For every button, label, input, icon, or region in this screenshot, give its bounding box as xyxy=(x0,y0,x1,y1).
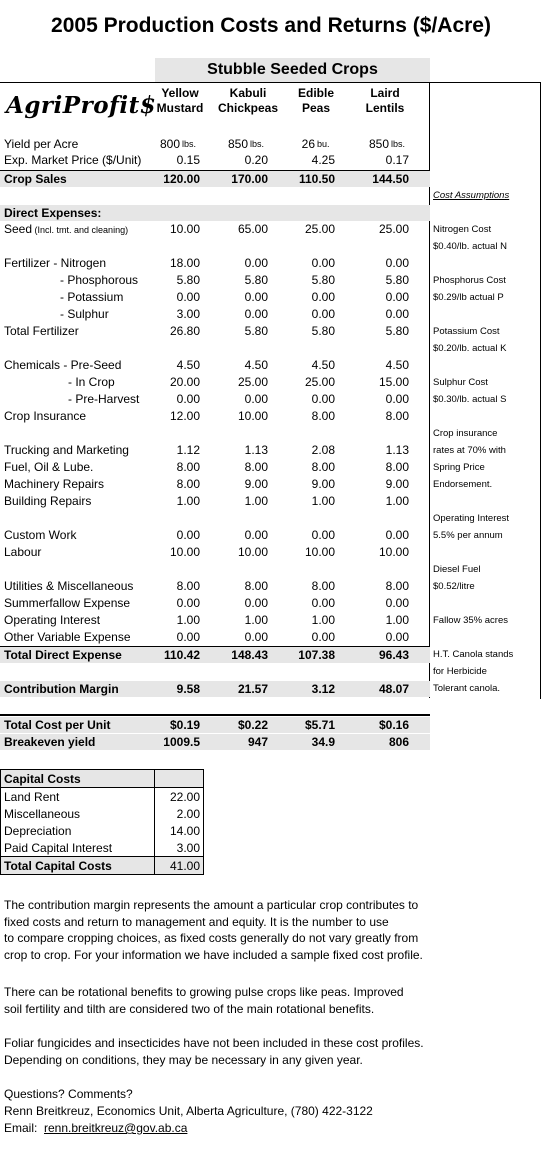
cell-value: 1.13 xyxy=(385,443,409,457)
contact-email xyxy=(4,1120,187,1137)
row-label: Crop Insurance xyxy=(4,409,87,423)
cell-value: 10.00 xyxy=(237,409,268,423)
cell-value: 110.42 xyxy=(163,648,200,662)
cell-value: 0.00 xyxy=(244,528,268,542)
assumption-line: Diesel Fuel xyxy=(433,564,481,575)
section-title: Stubble Seeded Crops xyxy=(207,61,378,78)
cell-value: 947 xyxy=(247,735,268,749)
cell-value: 48.07 xyxy=(378,682,409,696)
cell-value: $5.71 xyxy=(304,718,335,732)
cell-value: 107.38 xyxy=(298,648,335,662)
row-label: Trucking and Marketing xyxy=(4,443,129,457)
cell-value: 5.80 xyxy=(244,273,268,287)
crop-header xyxy=(144,86,216,116)
capital-row-value: 22.00 xyxy=(155,788,204,806)
cell-value: 0.00 xyxy=(311,256,335,270)
cell-value: 0.00 xyxy=(176,290,200,304)
cell-value: 5.80 xyxy=(311,324,335,338)
cell-value: 0.15 xyxy=(176,153,200,167)
cell-value: 4.50 xyxy=(244,358,268,372)
crop-name-line2: Chickpeas xyxy=(217,101,279,115)
cell-value: 0.00 xyxy=(385,596,409,610)
crop-header xyxy=(212,86,284,116)
cell-value: 0.00 xyxy=(311,307,335,321)
row-label: Fertilizer - Nitrogen xyxy=(4,256,107,270)
agriprofit-logo: AgriProfit$ xyxy=(6,92,157,119)
cell-value: 0.00 xyxy=(176,596,200,610)
cell-value: 65.00 xyxy=(237,222,268,236)
direct-expenses-header: Direct Expenses: xyxy=(4,206,102,220)
cell-value: 0.00 xyxy=(244,630,268,644)
cell-value: 9.58 xyxy=(176,682,200,696)
cell-value: 0.00 xyxy=(244,290,268,304)
breakeven-yield-label: Breakeven yield xyxy=(4,735,96,749)
cell-value: 5.80 xyxy=(176,273,200,287)
assumption-line: $0.52/litre xyxy=(433,581,475,592)
cell-unit: lbs. xyxy=(250,139,265,149)
row-label: - In Crop xyxy=(68,375,115,389)
cell-value: 8.00 xyxy=(176,579,200,593)
cell-value: 12.00 xyxy=(169,409,200,423)
row-label-note: (Incl. tmt. and cleaning) xyxy=(32,225,129,235)
cell-value: 0.00 xyxy=(311,392,335,406)
assumption-line: Crop insurance xyxy=(433,428,498,439)
cell-value: 0.00 xyxy=(385,307,409,321)
total-direct-expense-label: Total Direct Expense xyxy=(4,648,122,662)
row-label: Chemicals - Pre-Seed xyxy=(4,358,122,372)
row-label: - Sulphur xyxy=(60,307,109,321)
cell-value: 4.25 xyxy=(311,153,335,167)
note-line: soil fertility and tilth are considered two of the main rotational benefits. xyxy=(4,1001,375,1016)
summary-rule xyxy=(0,714,430,716)
cell-value: 850 xyxy=(227,137,248,151)
cell-value: 8.00 xyxy=(176,477,200,491)
cell-value: 8.00 xyxy=(176,460,200,474)
price-label: Exp. Market Price ($/Unit) xyxy=(4,153,142,167)
cell-value: 18.00 xyxy=(169,256,200,270)
cell-value: 25.00 xyxy=(237,375,268,389)
yield-label: Yield per Acre xyxy=(4,137,79,151)
row-label: Custom Work xyxy=(4,528,77,542)
assumption-line: Endorsement. xyxy=(433,479,493,490)
cell-value: 8.00 xyxy=(311,460,335,474)
cell-value: 3.00 xyxy=(176,307,200,321)
row-label: Machinery Repairs xyxy=(4,477,105,491)
crop-name-line1: Yellow xyxy=(161,86,199,100)
crop-name-line1: Laird xyxy=(370,86,400,100)
cell-value: 8.00 xyxy=(244,460,268,474)
note-line: Foliar fungicides and insecticides have not been included in these cost profiles. xyxy=(4,1036,424,1050)
cell-value: 0.17 xyxy=(385,153,409,167)
cell-value: 1.00 xyxy=(385,613,409,627)
assumption-line: H.T. Canola stands xyxy=(433,649,514,660)
cell-value: 26 xyxy=(301,137,315,151)
cell-value: 8.00 xyxy=(311,409,335,423)
cell-value: 25.00 xyxy=(378,222,409,236)
cell-value: 1.00 xyxy=(176,494,200,508)
crop-name-line2: Peas xyxy=(301,101,331,115)
cost-assumptions-title: Cost Assumptions xyxy=(433,190,510,201)
row-label: - Phosphorous xyxy=(60,273,139,287)
page-title: 2005 Production Costs and Returns ($/Acre) xyxy=(51,14,491,37)
capital-row xyxy=(1,788,204,806)
assumption-line: Spring Price xyxy=(433,462,485,473)
cell-value: 34.9 xyxy=(311,735,335,749)
cell-value: 5.80 xyxy=(311,273,335,287)
row-label: Total Fertilizer xyxy=(4,324,79,338)
cell-value: 0.00 xyxy=(385,290,409,304)
cell-value: 10.00 xyxy=(237,545,268,559)
cell-value: 3.12 xyxy=(311,682,335,696)
cell-unit: bu. xyxy=(317,139,330,149)
assumption-line: Fallow 35% acres xyxy=(433,615,508,626)
cell-value: 806 xyxy=(388,735,409,749)
assumption-line: Nitrogen Cost xyxy=(433,224,492,235)
note-line: The contribution margin represents the amount a particular crop contributes to xyxy=(4,898,419,912)
cell-value: 800 xyxy=(159,137,180,151)
cell-value: 1.12 xyxy=(176,443,200,457)
capital-row-value: 14.00 xyxy=(155,822,204,839)
cell-value: 15.00 xyxy=(378,375,409,389)
cell-value: 120.00 xyxy=(163,172,200,186)
capital-row-label: Miscellaneous xyxy=(1,805,155,822)
email-link[interactable]: renn.breitkreuz@gov.ab.ca xyxy=(44,1121,188,1135)
cell-value: 0.00 xyxy=(244,392,268,406)
capital-row-label: Paid Capital Interest xyxy=(1,839,155,857)
cell-value: 21.57 xyxy=(237,682,268,696)
assumption-line: Tolerant canola. xyxy=(433,683,501,694)
row-label: Utilities & Miscellaneous xyxy=(4,579,134,593)
contribution-margin-label: Contribution Margin xyxy=(4,682,119,696)
cell-value: 0.00 xyxy=(385,256,409,270)
crop-sales-label: Crop Sales xyxy=(4,172,67,186)
capital-row-label: Land Rent xyxy=(1,788,155,806)
cell-value: 96.43 xyxy=(378,648,409,662)
cell-value: 9.00 xyxy=(244,477,268,491)
email-label: Email: xyxy=(4,1121,38,1135)
crop-name-line1: Edible xyxy=(297,86,334,100)
assumption-line: 5.5% per annum xyxy=(433,530,503,541)
cell-value: 0.00 xyxy=(385,528,409,542)
cell-value: 26.80 xyxy=(169,324,200,338)
cell-value: 8.00 xyxy=(311,579,335,593)
cost-per-unit-label: Total Cost per Unit xyxy=(4,718,111,732)
cell-value: 5.80 xyxy=(385,273,409,287)
cell-value: 1.00 xyxy=(311,494,335,508)
cell-value: 4.50 xyxy=(176,358,200,372)
cell-value: 0.00 xyxy=(176,630,200,644)
cell-value: 0.00 xyxy=(311,596,335,610)
row-label: Operating Interest xyxy=(4,613,101,627)
cell-value: 8.00 xyxy=(385,409,409,423)
cell-value: 4.50 xyxy=(311,358,335,372)
assumption-line: Sulphur Cost xyxy=(433,377,488,388)
cell-value: 5.80 xyxy=(244,324,268,338)
row-label: Building Repairs xyxy=(4,494,92,508)
cell-value: 1.00 xyxy=(385,494,409,508)
assumption-line: $0.40/lb. actual N xyxy=(433,241,507,252)
contact-heading: Questions? Comments? xyxy=(4,1087,133,1101)
cell-value: 0.00 xyxy=(244,256,268,270)
cell-value: 144.50 xyxy=(372,172,409,186)
capital-costs-header: Capital Costs xyxy=(1,770,155,788)
cell-value: 10.00 xyxy=(378,545,409,559)
row-label: Labour xyxy=(4,545,42,559)
cell-value: 0.00 xyxy=(311,630,335,644)
cell-value: 10.00 xyxy=(304,545,335,559)
cell-value: 148.43 xyxy=(231,648,268,662)
note-line: crop to crop. For your information we have included a sample fixed cost profile. xyxy=(4,947,423,962)
note-line: Depending on conditions, they may be necessary in any given year. xyxy=(4,1052,363,1067)
assumption-line: $0.30/lb. actual S xyxy=(433,394,507,405)
assumption-line: $0.20/lb. actual K xyxy=(433,343,507,354)
assumption-line: $0.29/lb actual P xyxy=(433,292,504,303)
capital-row xyxy=(1,805,204,822)
cell-value: 1.13 xyxy=(244,443,268,457)
cell-value: 0.00 xyxy=(385,392,409,406)
row-label: - Pre-Harvest xyxy=(68,392,140,406)
cell-value: 1.00 xyxy=(311,613,335,627)
cell-unit: lbs. xyxy=(391,139,406,149)
capital-row-label: Depreciation xyxy=(1,822,155,839)
cell-value: 9.00 xyxy=(385,477,409,491)
note-line: fixed costs and return to management and equity. It is the number to use xyxy=(4,914,389,929)
cell-value: 1.00 xyxy=(244,494,268,508)
row-label: Other Variable Expense xyxy=(4,630,131,644)
assumption-line: Operating Interest xyxy=(433,513,510,524)
cell-value: 0.00 xyxy=(311,528,335,542)
cell-value: 0.00 xyxy=(176,528,200,542)
cell-value: $0.16 xyxy=(378,718,409,732)
row-label: Summerfallow Expense xyxy=(4,596,131,610)
cell-value: 8.00 xyxy=(385,579,409,593)
crop-header xyxy=(349,86,421,116)
cell-value: 0.00 xyxy=(176,392,200,406)
cell-value: 9.00 xyxy=(311,477,335,491)
total-capital-costs-label: Total Capital Costs xyxy=(1,857,155,875)
total-capital-costs-value: 41.00 xyxy=(155,857,204,875)
cell-value: 20.00 xyxy=(169,375,200,389)
row-label: - Potassium xyxy=(60,290,124,304)
crop-name-line1: Kabuli xyxy=(229,86,267,100)
note-line: to compare cropping choices, as fixed costs generally do not vary greatly from xyxy=(4,931,419,945)
cell-value: 0.00 xyxy=(244,307,268,321)
cell-value: 4.50 xyxy=(385,358,409,372)
capital-row xyxy=(1,839,204,857)
cell-value: 25.00 xyxy=(304,222,335,236)
cell-value: 1.00 xyxy=(244,613,268,627)
cell-value: 5.80 xyxy=(385,324,409,338)
cell-value: $0.22 xyxy=(237,718,268,732)
cell-value: $0.19 xyxy=(169,718,200,732)
note-line: There can be rotational benefits to growing pulse crops like peas. Improved xyxy=(4,985,404,999)
crop-name-line2: Lentils xyxy=(365,101,405,115)
capital-row-value: 2.00 xyxy=(155,805,204,822)
row-label: Fuel, Oil & Lube. xyxy=(4,460,94,474)
cell-value: 8.00 xyxy=(385,460,409,474)
assumption-line: rates at 70% with xyxy=(433,445,506,456)
cell-value: 1009.5 xyxy=(163,735,200,749)
cell-value: 25.00 xyxy=(304,375,335,389)
cell-value: 0.00 xyxy=(311,290,335,304)
cell-value: 0.00 xyxy=(385,630,409,644)
cell-value: 10.00 xyxy=(169,222,200,236)
cell-value: 2.08 xyxy=(311,443,335,457)
assumption-line: for Herbicide xyxy=(433,666,487,677)
row-rule xyxy=(0,646,430,647)
cell-value: 1.00 xyxy=(176,613,200,627)
capital-row-value: 3.00 xyxy=(155,839,204,857)
cell-value: 110.50 xyxy=(298,172,335,186)
assumption-line: Potassium Cost xyxy=(433,326,500,337)
capital-costs-table xyxy=(0,769,204,875)
cell-value: 850 xyxy=(368,137,389,151)
row-label: Seed (Incl. tmt. and cleaning) xyxy=(4,222,129,236)
cell-value: 0.20 xyxy=(244,153,268,167)
assumption-line: Phosphorus Cost xyxy=(433,275,506,286)
cell-unit: lbs. xyxy=(182,139,197,149)
contact-details: Renn Breitkreuz, Economics Unit, Alberta Agriculture, (780) 422-3122 xyxy=(4,1104,373,1118)
crop-name-line2: Mustard xyxy=(156,101,204,115)
row-rule xyxy=(0,170,430,171)
capital-row xyxy=(1,822,204,839)
cell-value: 170.00 xyxy=(231,172,268,186)
cell-value: 8.00 xyxy=(244,579,268,593)
cell-value: 0.00 xyxy=(244,596,268,610)
cell-value: 10.00 xyxy=(169,545,200,559)
crop-header xyxy=(280,86,352,116)
